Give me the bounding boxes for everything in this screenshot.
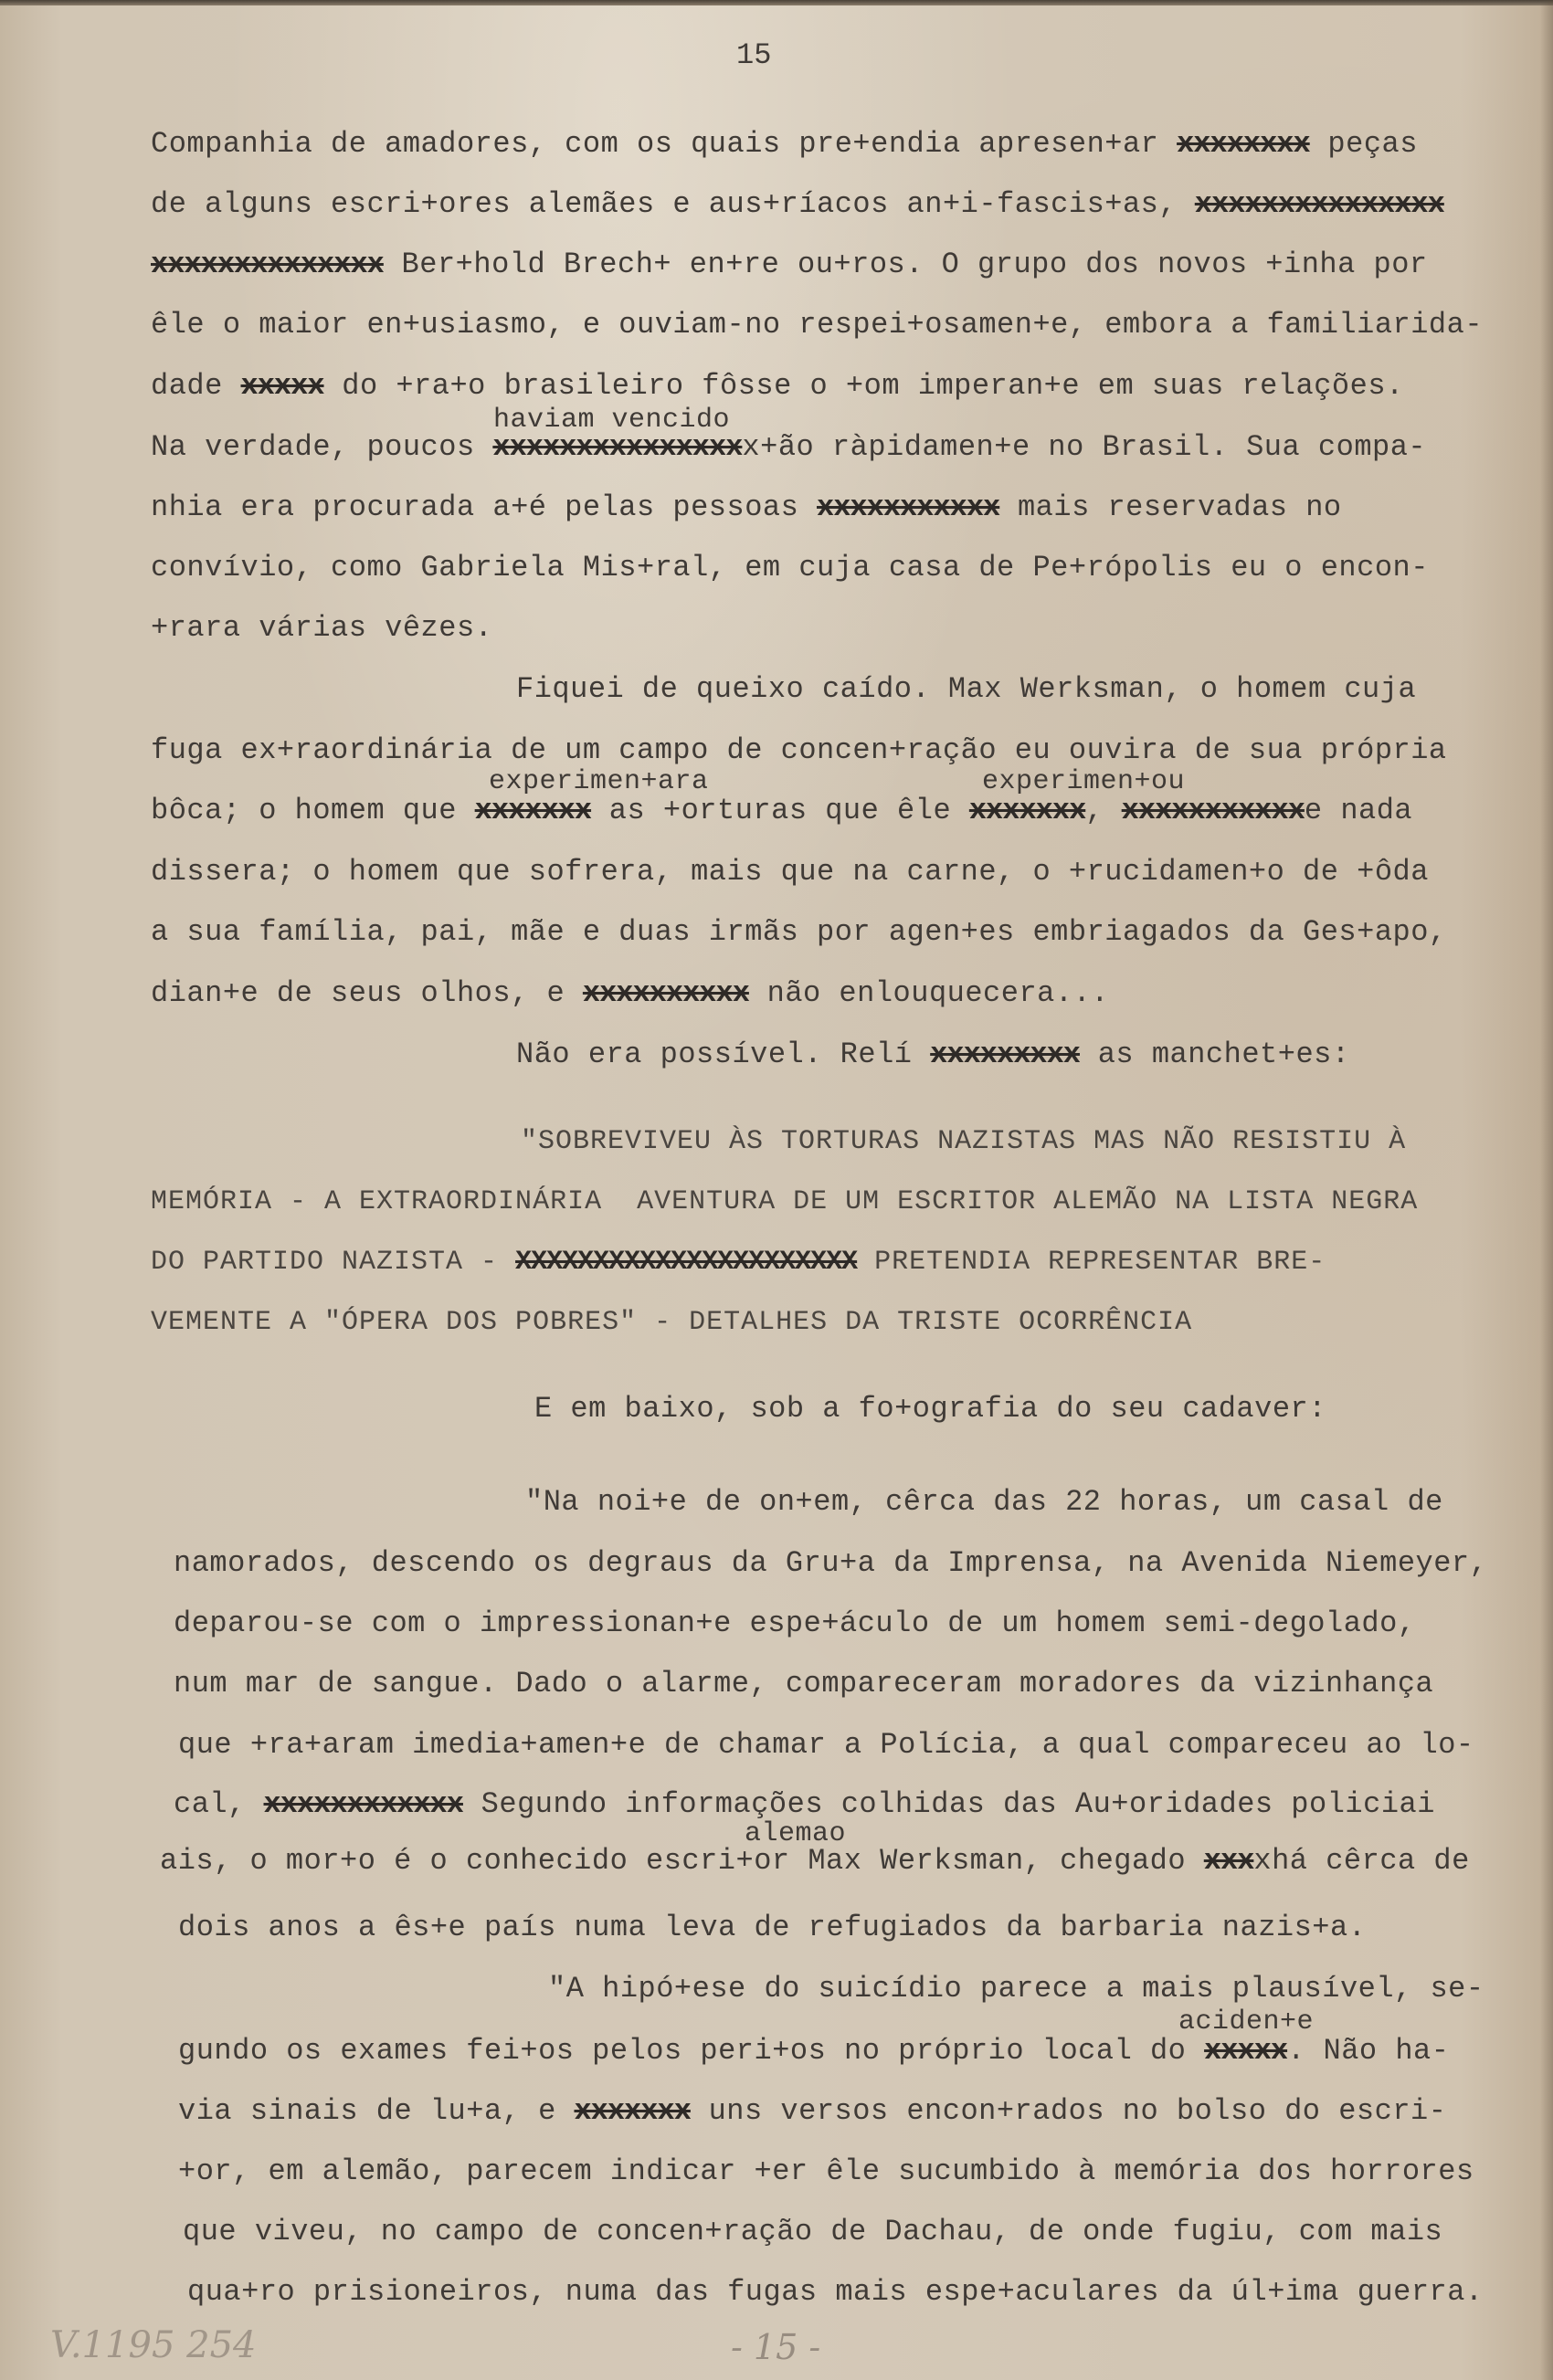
text-segment: E em baixo, sob a fo+ografia do seu cadaver: [534, 1392, 1326, 1426]
text-line [178, 2035, 1449, 2068]
struck-out-text: xxxxxxx [474, 794, 592, 827]
text-line [525, 1486, 1443, 1519]
struck-out-text: xxxxxxxxx [930, 1037, 1080, 1071]
text-segment: as manchet+es: [1080, 1037, 1350, 1071]
text-segment: . Não ha- [1287, 2034, 1450, 2068]
text-segment: não enlouquecera... [748, 976, 1109, 1010]
text-line [174, 1607, 1416, 1640]
pencil-archive-annotation: V.1195 254 [50, 2324, 257, 2366]
text-segment: namorados, descendo os degraus da Gru+a da Imprensa, na Avenida Niemeyer, [174, 1546, 1488, 1580]
text-line [178, 2095, 1446, 2128]
struck-out-text: xxxxxxxxxxx [817, 490, 1000, 524]
text-line [151, 370, 1404, 403]
text-segment: mais reservadas no [999, 490, 1342, 524]
text-line [151, 431, 1426, 464]
struck-out-text: xxxxxxxx [1177, 127, 1310, 161]
text-line [151, 552, 1429, 584]
text-line [151, 916, 1447, 949]
text-line [516, 1038, 1350, 1071]
text-segment: de alguns escri+ores alemães e aus+ríacos an+i-fascis+as, [151, 187, 1195, 221]
headline-line [521, 1125, 1406, 1158]
text-line [151, 309, 1483, 342]
text-line [178, 1729, 1474, 1762]
text-segment: DO PARTIDO NAZISTA - [151, 1247, 516, 1278]
text-line [151, 188, 1444, 221]
struck-out-text: xxxxxxx [574, 2094, 691, 2128]
text-line [151, 248, 1428, 281]
text-segment: dois anos a ês+e país numa leva de refugiados da barbaria nazis+a. [178, 1911, 1367, 1944]
text-segment: que viveu, no campo de concen+ração de Dachau, de onde fugiu, com mais [183, 2215, 1443, 2248]
text-segment: dissera; o homem que sofrera, mais que na carne, o +rucidamen+o de +ôda [151, 855, 1429, 889]
text-line [151, 612, 492, 645]
text-segment: Ber+hold Brech+ en+re ou+ros. O grupo dos novos +inha por [383, 247, 1428, 281]
text-segment: Na verdade, poucos [151, 430, 493, 464]
text-segment: , [1085, 794, 1122, 827]
text-segment: MEMÓRIA - A EXTRAORDINÁRIA AVENTURA DE UM ESCRITOR ALEMÃO NA LISTA NEGRA [151, 1186, 1419, 1217]
headline-line [151, 1185, 1418, 1218]
text-line [178, 1911, 1366, 1944]
struck-out-text: xxxxxxxxxxx [1121, 794, 1305, 827]
text-segment: "SOBREVIVEU ÀS TORTURAS NAZISTAS MAS NÃO RESISTIU À [521, 1126, 1407, 1157]
text-segment: gundo os exames fei+os pelos peri+os no próprio local do [178, 2034, 1205, 2068]
struck-out-text: xxxxxxxxxxxxxxx [1194, 187, 1444, 221]
text-segment: VEMENTE A "ÓPERA DOS POBRES" - DETALHES DA TRISTE OCORRÊNCIA [151, 1307, 1193, 1338]
text-segment: +or, em alemão, parecem indicar +er êle sucumbido à memória dos horrores [178, 2154, 1474, 2188]
text-segment: "A hipó+ese do suicídio parece a mais plausível, se- [548, 1972, 1484, 2006]
text-segment: xhá cêrca de [1253, 1844, 1470, 1878]
footer-page-number: - 15 - [731, 2327, 821, 2367]
page-number: 15 [736, 38, 772, 72]
text-line [174, 1788, 1435, 1821]
text-segment: convívio, como Gabriela Mis+ral, em cuja casa de Pe+rópolis eu o encon- [151, 551, 1429, 584]
text-segment: via sinais de lu+a, e [178, 2094, 575, 2128]
struck-out-text: xxxxxxx [968, 794, 1086, 827]
text-segment: +rara várias vêzes. [151, 611, 493, 645]
struck-out-text: xxxxxxxxxxxxxxx [492, 430, 743, 464]
text-segment: "Na noi+e de on+em, cêrca das 22 horas, um casal de [525, 1485, 1443, 1519]
text-segment: cal, [174, 1787, 264, 1821]
text-line [178, 2155, 1474, 2188]
text-segment: Companhia de amadores, com os quais pre+endia apresen+ar [151, 127, 1178, 161]
text-segment: e nada [1304, 794, 1413, 827]
text-line [151, 734, 1447, 767]
text-line [174, 1668, 1433, 1701]
text-segment: bôca; o homem que [151, 794, 475, 827]
struck-out-text: xxxxxxxxxxxxxx [151, 247, 384, 281]
struck-out-text: xxxxx [1204, 2034, 1288, 2068]
text-segment: Não era possível. Relí [516, 1037, 931, 1071]
interlinear-correction: aciden+e [1178, 2006, 1315, 2038]
text-segment: num mar de sangue. Dado o alarme, compareceram moradores da vizinhança [174, 1667, 1434, 1701]
text-segment: dade [151, 369, 241, 403]
text-segment: Segundo informações colhidas das Au+oridades policiai [462, 1787, 1435, 1821]
struck-out-text: xxxxx [240, 369, 324, 403]
text-segment: peças [1309, 127, 1418, 161]
text-segment: x+ão ràpidamen+e no Brasil. Sua compa- [742, 430, 1427, 464]
text-segment: uns versos encon+rados no bolso do escri- [690, 2094, 1447, 2128]
text-segment: do +ra+o brasileiro fôsse o +om imperan+e em suas relações. [323, 369, 1404, 403]
text-line [174, 1547, 1487, 1580]
interlinear-correction: experimen+ou [982, 766, 1186, 797]
text-segment: que +ra+aram imedia+amen+e de chamar a Polícia, a qual compareceu ao lo- [178, 1728, 1474, 1762]
text-segment: êle o maior en+usiasmo, e ouviam-no respei+osamen+e, embora a familiarida- [151, 308, 1484, 342]
struck-out-text: XXXXXXXXXXXXXXXXXXXXXX [515, 1247, 858, 1278]
text-segment: qua+ro prisioneiros, numa das fugas mais espe+aculares da úl+ima guerra. [187, 2275, 1484, 2309]
text-line [151, 491, 1342, 524]
text-segment: dian+e de seus olhos, e [151, 976, 583, 1010]
struck-out-text: xxxxxxxxxx [582, 976, 749, 1010]
page-right-edge-shadow [1540, 0, 1553, 2380]
text-line [534, 1393, 1326, 1426]
text-segment: nhia era procurada a+é pelas pessoas [151, 490, 818, 524]
struck-out-text: xxx [1203, 1844, 1254, 1878]
text-segment: as +orturas que êle [591, 794, 969, 827]
text-segment: fuga ex+raordinária de um campo de concen+ração eu ouvira de sua própria [151, 733, 1447, 767]
text-segment: PRETENDIA REPRESENTAR BRE- [857, 1247, 1326, 1278]
headline-line [151, 1246, 1326, 1279]
text-line [151, 795, 1412, 827]
text-line [187, 2276, 1484, 2309]
struck-out-text: xxxxxxxxxxxx [263, 1787, 463, 1821]
text-segment: a sua família, pai, mãe e duas irmãs por agen+es embriagados da Ges+apo, [151, 915, 1447, 949]
text-line [183, 2216, 1442, 2248]
text-segment: ais, o mor+o é o conhecido escri+or Max Werksman, chegado [160, 1844, 1204, 1878]
text-line [516, 673, 1416, 706]
headline-line [151, 1306, 1192, 1339]
text-line [151, 128, 1418, 161]
interlinear-correction: haviam vencido [493, 405, 731, 436]
interlinear-correction: experimen+ara [489, 766, 709, 797]
page-top-edge [0, 0, 1553, 5]
interlinear-correction: alemao [745, 1818, 847, 1849]
text-line [548, 1973, 1484, 2006]
text-line [151, 856, 1429, 889]
text-line [151, 977, 1109, 1010]
text-segment: deparou-se com o impressionan+e espe+áculo de um homem semi-degolado, [174, 1606, 1416, 1640]
text-segment: Fiquei de queixo caído. Max Werksman, o homem cuja [516, 672, 1417, 706]
